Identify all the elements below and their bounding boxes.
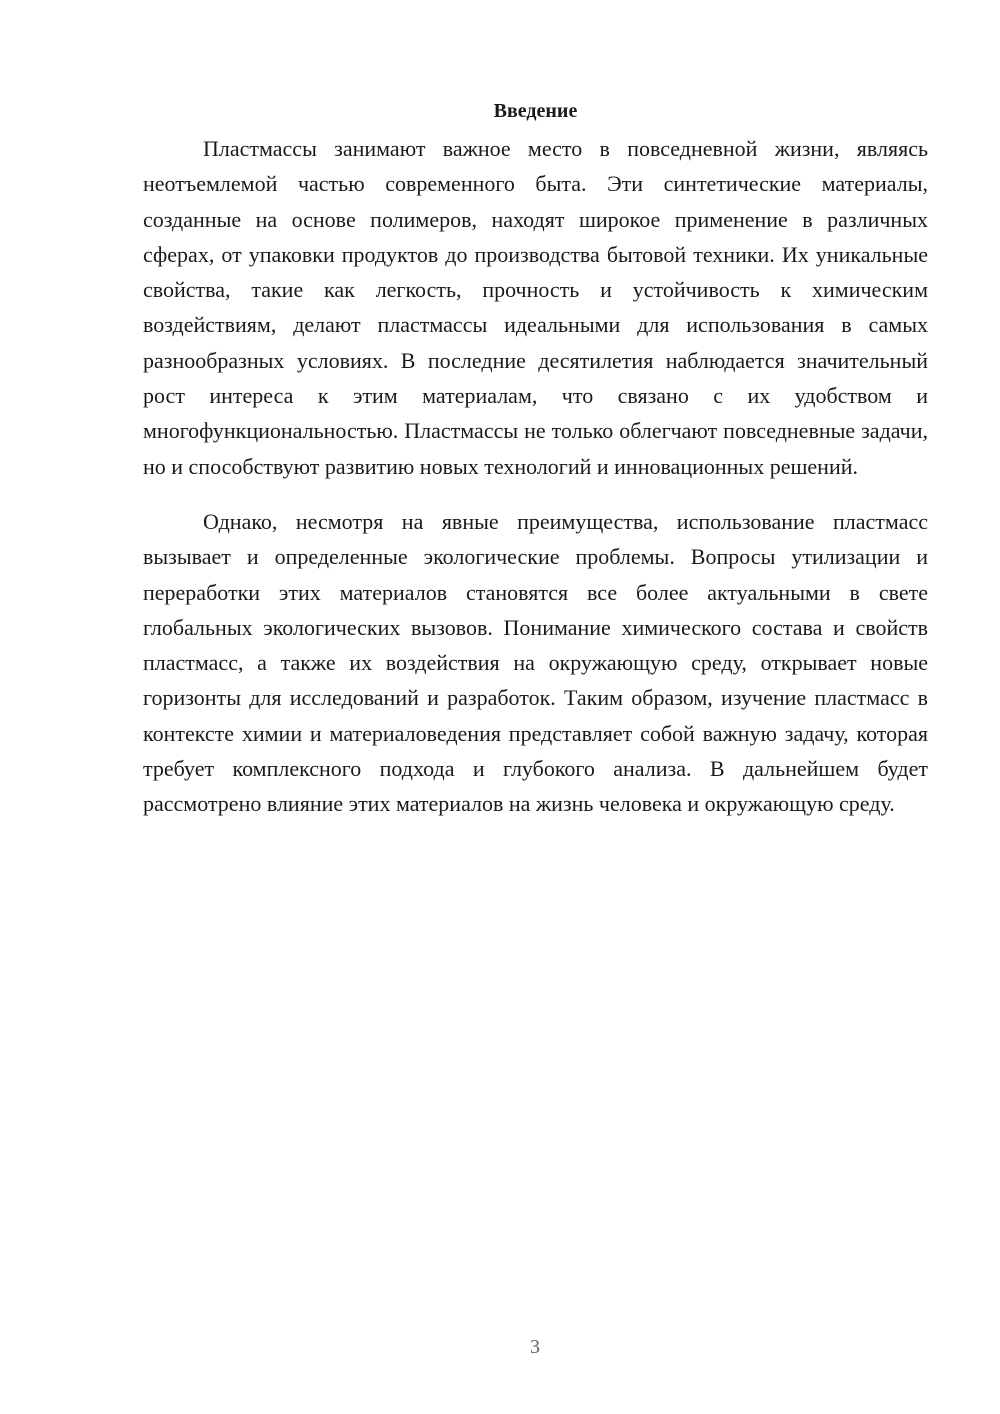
page-content (143, 96, 928, 822)
paragraph-1: Пластмассы занимают важное место в повседневной жизни, являясь неотъемлемой частью современного быта. Эти синтетические материалы, созданные на основе полимеров, находят широкое применение в различных сферах, от упаковки продуктов до производства бытовой техники. Их уникальные свойства, такие как легкость, прочность и устойчивость к химическим воздействиям, делают пластмассы идеальными для использования в самых разнообразных условиях. В последние десятилетия наблюдается значительный рост интереса к этим материалам, что связано с их удобством и многофункциональностью. Пластмассы не только облегчают повседневные задачи, но и способствуют развитию новых технологий и инновационных решений. (143, 136, 928, 479)
section-heading: Введение (493, 100, 578, 122)
paragraph-2: Однако, несмотря на явные преимущества, использование пластмасс вызывает и определенные экологические проблемы. Вопросы утилизации и переработки этих материалов становятся все более актуальными в свете глобальных экологических вызовов. Понимание химического состава и свойств пластмасс, а также их воздействия на окружающую среду, открывает новые горизонты для исследований и разработок. Таким образом, изучение пластмасс в контексте химии и материаловедения представляет собой важную задачу, которая требует комплексного подхода и глубокого анализа. В дальнейшем будет рассмотрено влияние этих материалов на жизнь человека и окружающую среду. (143, 508, 928, 817)
page-number: 3 (530, 1336, 540, 1358)
